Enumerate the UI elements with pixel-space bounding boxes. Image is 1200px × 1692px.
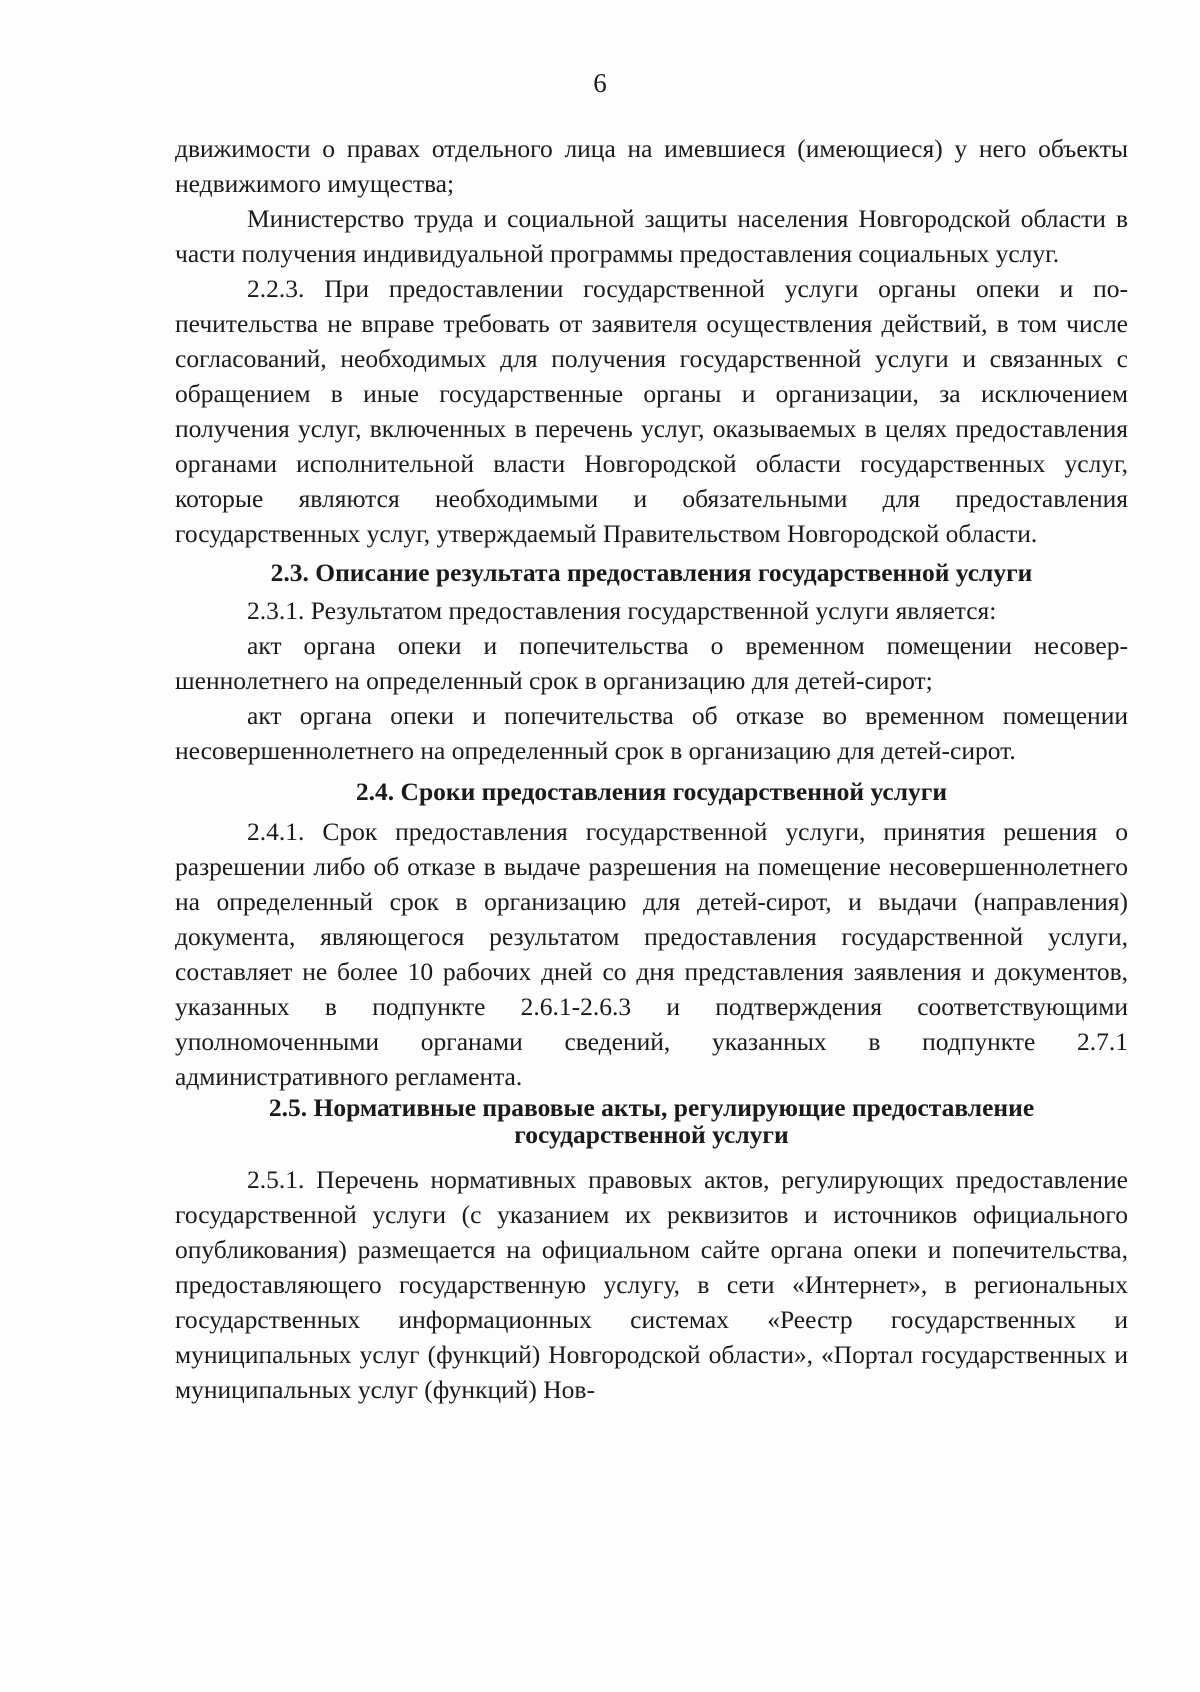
paragraph-result-act-refusal: акт органа опеки и попечительства об отказе во временном помещении несовершеннолетнего на определенный срок в организацию для детей-сирот. bbox=[175, 701, 1128, 765]
paragraph-2-2-3: 2.2.3. При предоставлении государственной услуги органы опеки и попечительства не вправе требовать от заявителя осуществления действий, в том числе согласований, необходимых для получения государственной услуги и связанных с обращением в иные государственные органы и организации, за исключением получения услуг, включенных в перечень услуг, оказываемых в целях предоставления органами исполнительной власти Новгородской области государственных услуг, которые являются необходимыми и обязательными для предоставления государственных услуг, утверждаемый Правительством Новгородской области. bbox=[175, 274, 1128, 548]
paragraph-ministry: Министерство труда и социальной защиты населения Новгородской области в части получения индивидуальной программы предоставления социальных услуг. bbox=[175, 204, 1128, 268]
paragraph-result-act-placement: акт органа опеки и попечительства о временном помещении несовершеннолетнего на определенный срок в организацию для детей-сирот; bbox=[175, 631, 1128, 695]
heading-2-3: 2.3. Описание результата предоставления государственной услуги bbox=[270, 558, 1033, 587]
heading-2-5-line1: 2.5. Нормативные правовые акты, регулирующие предоставление bbox=[268, 1093, 1035, 1122]
paragraph-continuation: движимости о правах отдельного лица на имевшиеся (имеющиеся) у него объекты недвижимого имущества; bbox=[175, 134, 1128, 198]
paragraph-2-5-1: 2.5.1. Перечень нормативных правовых актов, регулирующих предоставление государственной услуги (с указанием их реквизитов и источников официального опубликования) размещается на официальном сайте органа опеки и попечительства, предоставляющего государственную услугу, в сети «Интернет», в региональных государственных информационных системах «Реестр государственных и муниципальных услуг (функций) Новгородской области», «Портал государственных и муниципальных услуг (функций) Нов- bbox=[175, 1165, 1128, 1404]
paragraph-2-3-1: 2.3.1. Результатом предоставления государственной услуги является: bbox=[247, 596, 997, 625]
heading-2-5 bbox=[175, 1094, 1128, 1148]
heading-2-4: 2.4. Сроки предоставления государственной услуги bbox=[355, 777, 948, 806]
heading-2-5-line2: государственной услуги bbox=[514, 1120, 789, 1149]
paragraph-2-4-1: 2.4.1. Срок предоставления государственной услуги, принятия решения о разрешении либо об отказе в выдаче разрешения на помещение несовершеннолетнего на определенный срок в организацию для детей-сирот, и выдачи (направления) документа, являющегося результатом предоставления государственной услуги, составляет не более 10 рабочих дней со дня представления заявления и документов, указанных в подпункте 2.6.1-2.6.3 и подтверждения соответствующими уполномоченными органами сведений, указанных в подпункте 2.7.1 административного регламента. bbox=[175, 817, 1128, 1091]
page-body bbox=[175, 131, 1128, 1407]
page-number: 6 bbox=[593, 68, 607, 98]
